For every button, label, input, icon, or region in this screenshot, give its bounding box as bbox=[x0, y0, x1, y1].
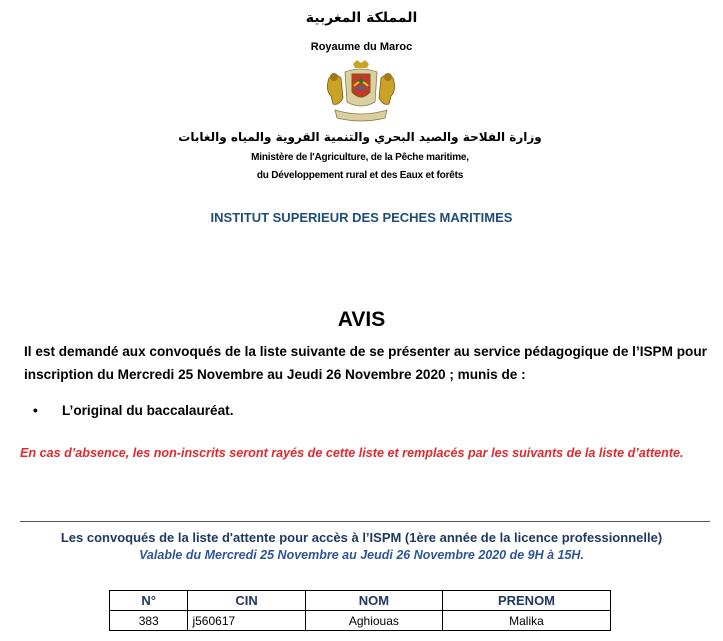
section-divider bbox=[20, 521, 710, 522]
waiting-list-table bbox=[109, 590, 611, 631]
notice-title: AVIS bbox=[337, 308, 386, 331]
arabic-kingdom-title: المملكة المغربية bbox=[305, 10, 418, 26]
bullet-marker: • bbox=[33, 403, 38, 418]
notice-paragraph: Il est demandé aux convoqués de la liste suivante de se présenter au service pédagogique de l’ISPM pour inscription du Mercredi 25 Novembre au Jeudi 26 Novembre 2020 ; munis de : bbox=[24, 344, 707, 382]
institute-name: INSTITUT SUPERIEUR DES PECHES MARITIMES bbox=[210, 210, 513, 225]
table-row bbox=[110, 611, 611, 631]
column-header-prenom: PRENOM bbox=[442, 591, 610, 611]
kingdom-title: Royaume du Maroc bbox=[310, 41, 413, 53]
cell-nom: Aghiouas bbox=[305, 611, 442, 631]
cell-number: 383 bbox=[110, 611, 188, 631]
waiting-list-title: Les convoqués de la liste d'attente pour accès à l’ISPM (1ère année de la licence professionnelle) bbox=[60, 530, 663, 545]
column-header-cin: CIN bbox=[188, 591, 305, 611]
cell-cin: j560617 bbox=[188, 611, 305, 631]
ministry-name-line-1: Ministère de l'Agriculture, de la Pêche maritime, bbox=[251, 152, 469, 163]
column-header-number: N° bbox=[110, 591, 188, 611]
moroccan-coat-of-arms-icon bbox=[321, 58, 401, 128]
absence-warning: En cas d’absence, les non-inscrits seront rayés de cette liste et remplacés par les suivants de la liste d’attente. bbox=[20, 446, 684, 460]
cell-prenom: Malika bbox=[442, 611, 610, 631]
column-header-nom: NOM bbox=[305, 591, 442, 611]
table-header-row bbox=[110, 591, 611, 611]
waiting-list-validity: Valable du Mercredi 25 Novembre au Jeudi 26 Novembre 2020 de 9H à 15H. bbox=[139, 548, 584, 562]
arabic-ministry-name: وزارة الفلاحة والصيد البحري والتنمية القروية والمياه والغابات bbox=[178, 130, 542, 144]
bullet-item: L’original du baccalauréat. bbox=[62, 403, 234, 418]
ministry-name-line-2: du Développement rural et des Eaux et forêts bbox=[256, 170, 464, 181]
